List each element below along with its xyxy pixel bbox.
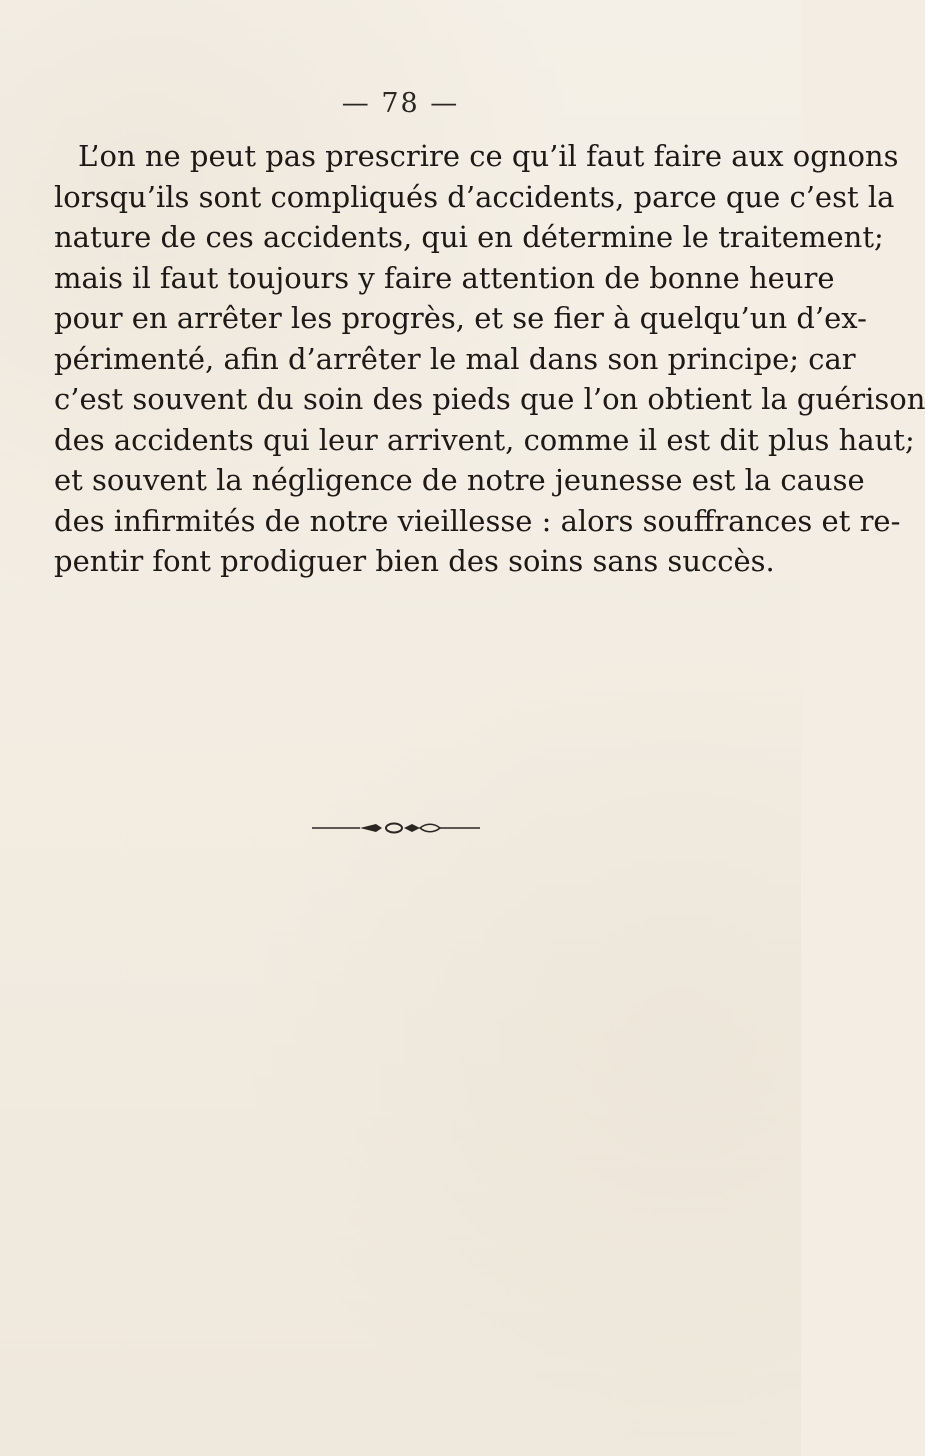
text-line-6: périmenté, afin d’arrêter le mal dans son principe; car bbox=[54, 341, 856, 376]
text-line-8: des accidents qui leur arrivent, comme il est dit plus haut; bbox=[54, 422, 915, 457]
page-number: — 78 — bbox=[341, 88, 460, 119]
text-line-4: mais il faut toujours y faire attention de bonne heure bbox=[54, 260, 835, 295]
text-line-1: L’on ne peut pas prescrire ce qu’il faut faire aux ognons bbox=[78, 139, 899, 173]
body-paragraph bbox=[54, 136, 925, 582]
text-line-7: c’est souvent du soin des pieds que l’on obtient la guérison bbox=[54, 382, 925, 416]
decorative-rule-icon bbox=[312, 822, 480, 834]
text-line-5: pour en arrêter les progrès, et se fier à quelqu’un d’ex- bbox=[54, 301, 867, 335]
text-line-3: nature de ces accidents, qui en détermine le traitement; bbox=[54, 220, 884, 254]
text-line-9: et souvent la négligence de notre jeunesse est la cause bbox=[54, 463, 865, 497]
text-line-11: pentir font prodiguer bien des soins sans succès. bbox=[54, 544, 775, 578]
text-line-10: des infirmités de notre vieillesse : alors souffrances et re- bbox=[54, 503, 901, 538]
text-line-2: lorsqu’ils sont compliqués d’accidents, parce que c’est la bbox=[54, 179, 895, 214]
